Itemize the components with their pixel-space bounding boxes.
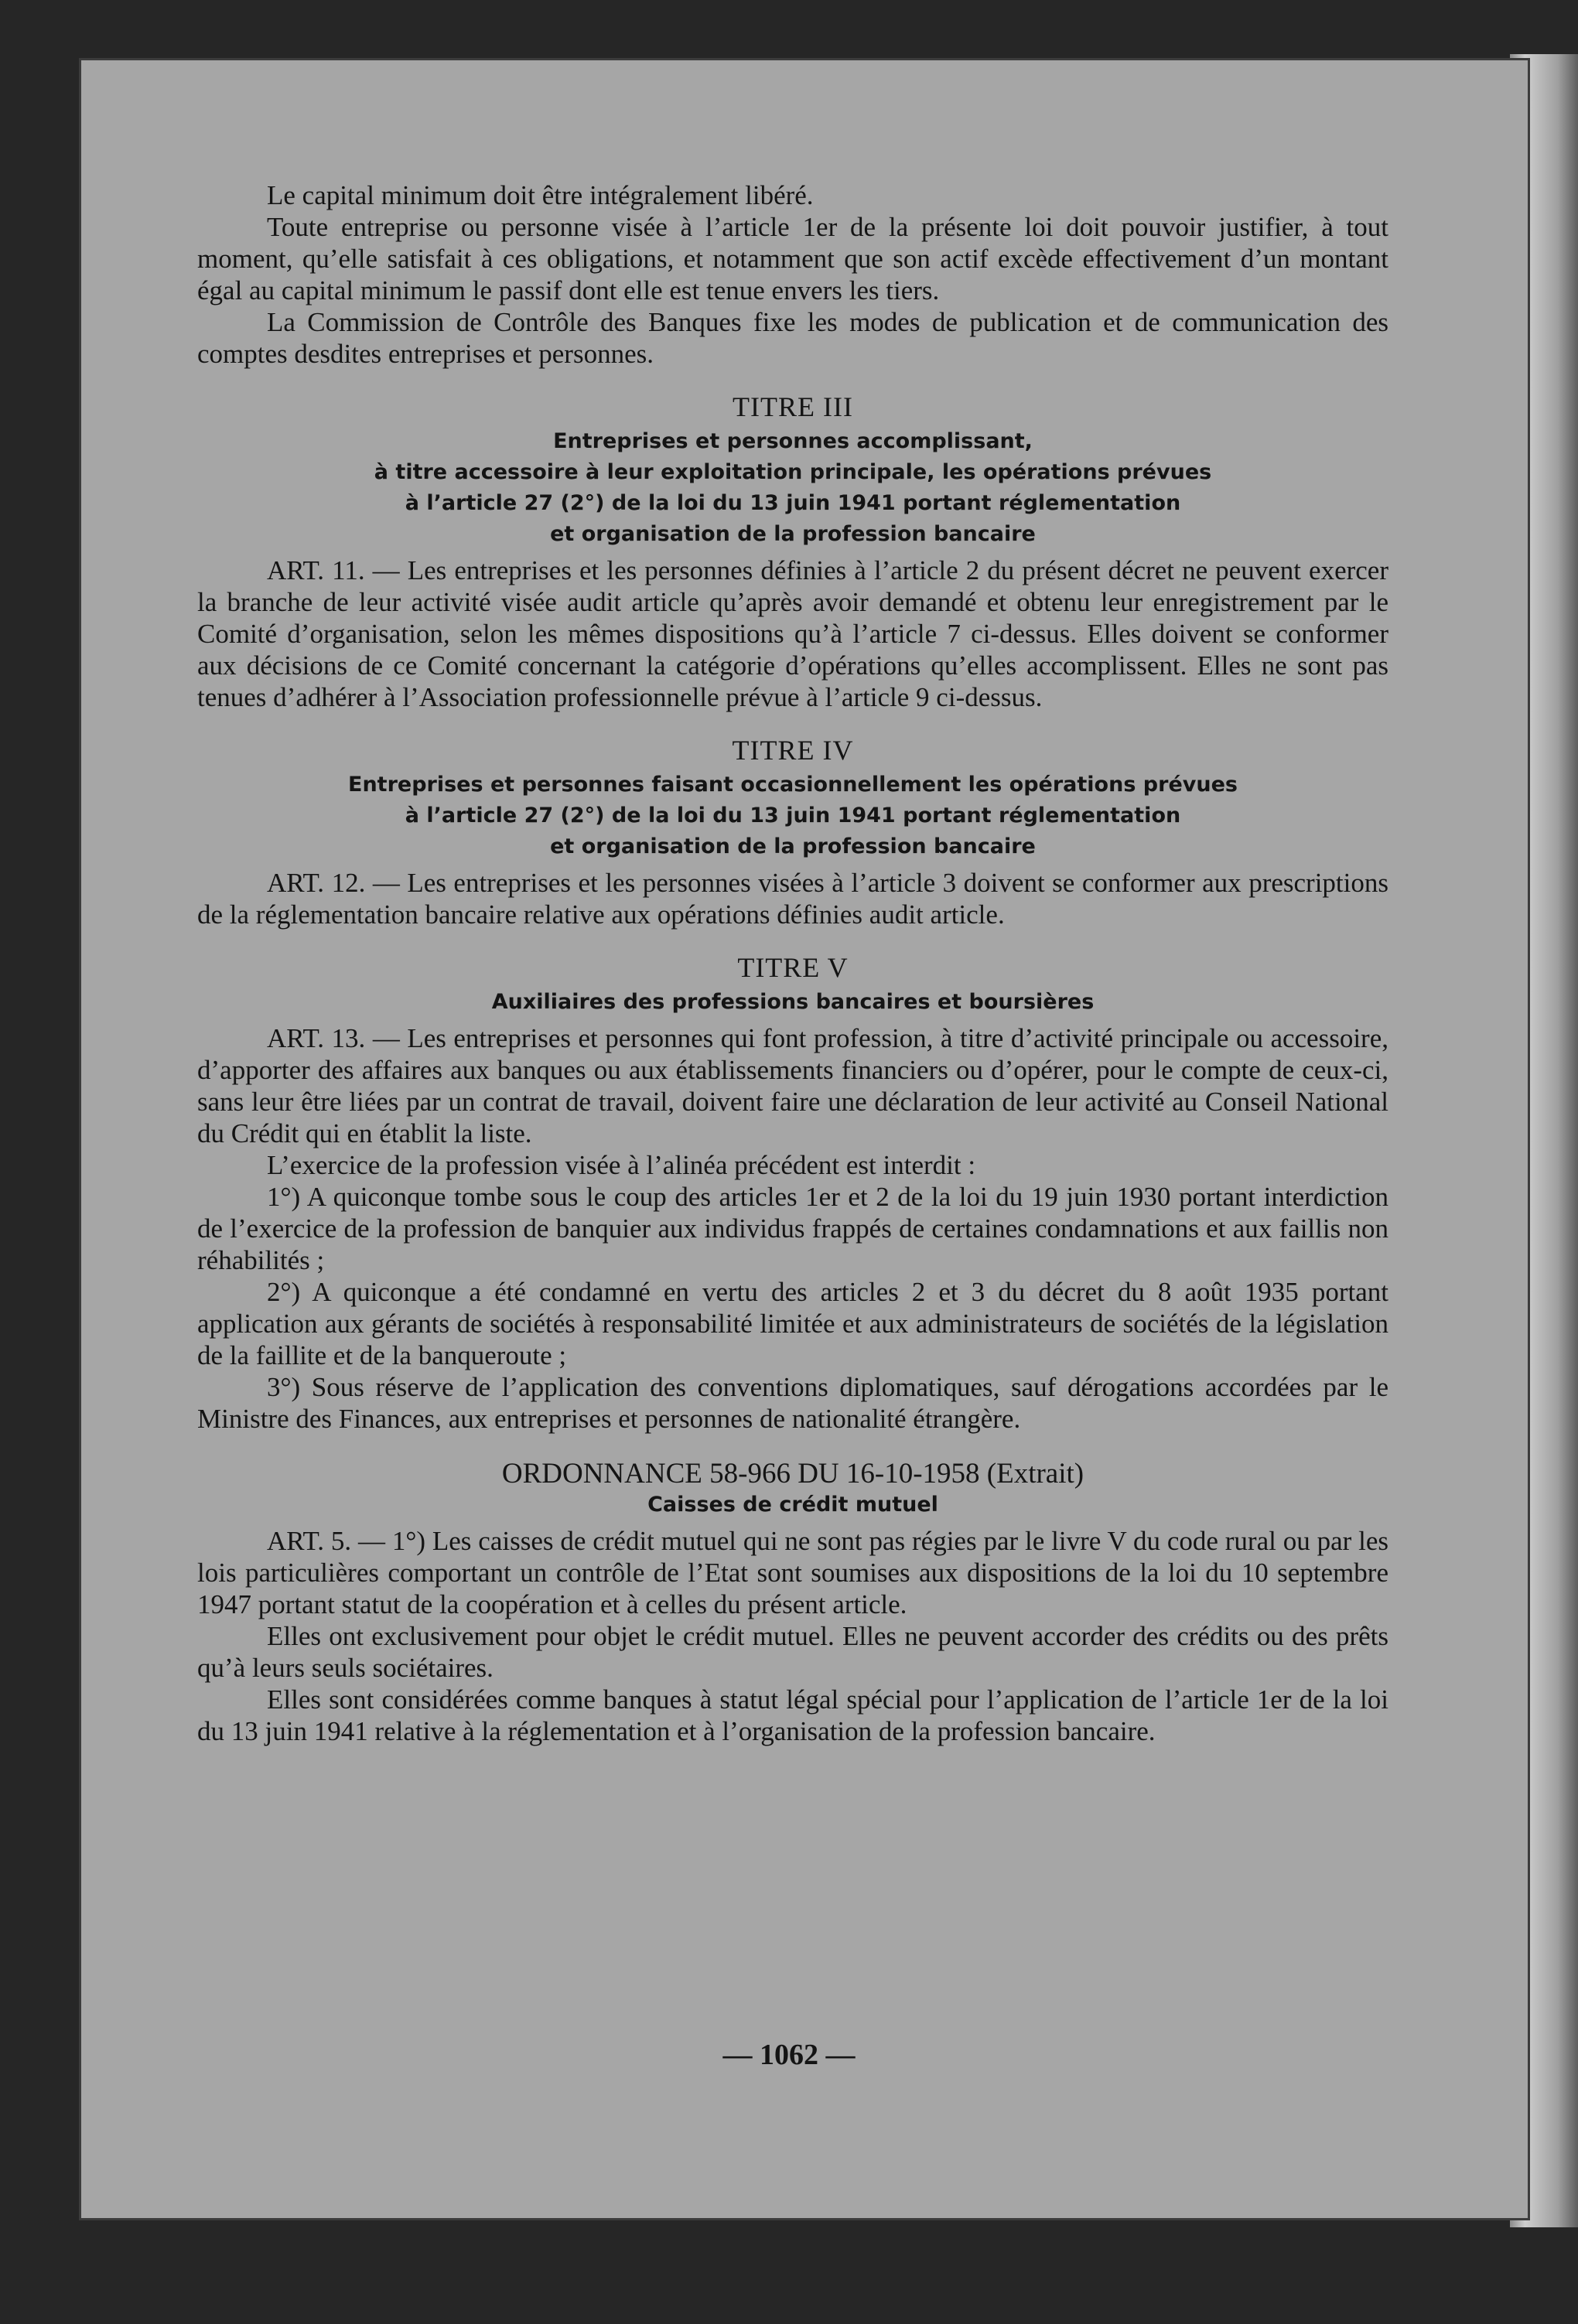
paragraph-justification: Toute entreprise ou personne visée à l’article 1er de la présente loi doit pouvoir justifier, à tout moment, qu’elle satisfait à ces obligations, et notamment que son actif excède effectivement d’un montant égal au capital minimum le passif dont elle est tenue envers les tiers.: [197, 212, 1388, 305]
ordonnance-heading: ORDONNANCE 58-966 DU 16-10-1958 (Extrait): [501, 1458, 1084, 1490]
titre-3-subtitle-line: à l’article 27 (2°) de la loi du 13 juin 1941 portant réglementation: [405, 491, 1181, 515]
titre-3-subtitle: [197, 426, 1388, 550]
titre-5-subtitle-line: Auxiliaires des professions bancaires et boursières: [491, 990, 1095, 1014]
page-number: — 1062 —: [722, 2039, 856, 2071]
paragraph-objet: Elles ont exclusivement pour objet le crédit mutuel. Elles ne peuvent accorder des crédits ou des prêts qu’à leurs seuls sociétaires.: [197, 1621, 1388, 1683]
titre-4-subtitle-line: et organisation de la profession bancaire: [550, 834, 1036, 858]
article-13: ART. 13. — Les entreprises et personnes qui font profession, à titre d’activité principale ou accessoire, d’apporter des affaires aux banques ou aux établissements financiers ou d’opérer, pour le compte de ceux-ci, sans leur être liées par un contrat de travail, doivent faire une déclaration de leur activité au Conseil National du Crédit qui en établit la liste.: [197, 1023, 1388, 1148]
article-5: ART. 5. — 1°) Les caisses de crédit mutuel qui ne sont pas régies par le livre V du code rural ou par les lois particulières comportant un contrôle de l’Etat sont soumises aux dispositions de la loi du 10 septembre 1947 portant statut de la coopération et à celles du présent article.: [197, 1526, 1388, 1619]
titre-4-subtitle: [197, 770, 1388, 862]
titre-4-heading: TITRE IV: [732, 735, 854, 766]
list-item-1: 1°) A quiconque tombe sous le coup des articles 1er et 2 de la loi du 19 juin 1930 portant interdiction de l’exercice de la profession de banquier aux individus frappés de certaines condamnations et aux faillis non réhabilités ;: [197, 1182, 1388, 1275]
list-item-3: 3°) Sous réserve de l’application des conventions diplomatiques, sauf dérogations accordées par le Ministre des Finances, aux entreprises et personnes de nationalité étrangère.: [197, 1372, 1388, 1434]
article-12: ART. 12. — Les entreprises et les personnes visées à l’article 3 doivent se conformer aux prescriptions de la réglementation bancaire relative aux opérations définies audit article.: [197, 868, 1388, 930]
article-11: ART. 11. — Les entreprises et les personnes définies à l’article 2 du présent décret ne peuvent exercer la branche de leur activité visée audit article qu’après avoir demandé et obtenu leur enregistrement par le Comité d’organisation, selon les mêmes dispositions qu’à l’article 7 ci-dessus. Elles doivent se conformer aux décisions de ce Comité concernant la catégorie d’opérations qu’elles accomplissent. Elles ne sont pas tenues d’adhérer à l’Association professionnelle prévue à l’article 9 ci-dessus.: [197, 555, 1388, 712]
titre-3-subtitle-line: à titre accessoire à leur exploitation principale, les opérations prévues: [374, 460, 1212, 484]
titre-4-subtitle-line: Entreprises et personnes faisant occasionnellement les opérations prévues: [348, 773, 1238, 797]
titre-5-subtitle: [197, 987, 1388, 1018]
list-item-2: 2°) A quiconque a été condamné en vertu des articles 2 et 3 du décret du 8 août 1935 portant application aux gérants de sociétés à responsabilité limitée et aux administrateurs de sociétés de la législation de la faillite et de la banqueroute ;: [197, 1277, 1388, 1370]
paragraph-exercice: L’exercice de la profession visée à l’alinéa précédent est interdit :: [267, 1150, 976, 1180]
page-content: [197, 179, 1388, 1747]
titre-3-heading: TITRE III: [733, 391, 853, 422]
titre-4-subtitle-line: à l’article 27 (2°) de la loi du 13 juin 1941 portant réglementation: [405, 804, 1181, 828]
ordonnance-subtitle: Caisses de crédit mutuel: [647, 1493, 938, 1517]
paragraph-capital: Le capital minimum doit être intégralement libéré.: [267, 180, 814, 210]
titre-5-heading: TITRE V: [737, 952, 849, 983]
paragraph-commission: La Commission de Contrôle des Banques fixe les modes de publication et de communication des comptes desdites entreprises et personnes.: [197, 307, 1388, 369]
titre-3-subtitle-line: Entreprises et personnes accomplissant,: [553, 429, 1033, 453]
paragraph-banques: Elles sont considérées comme banques à statut légal spécial pour l’application de l’article 1er de la loi du 13 juin 1941 relative à la réglementation et à l’organisation de la profession bancaire.: [197, 1684, 1388, 1746]
titre-3-subtitle-line: et organisation de la profession bancaire: [550, 522, 1036, 546]
